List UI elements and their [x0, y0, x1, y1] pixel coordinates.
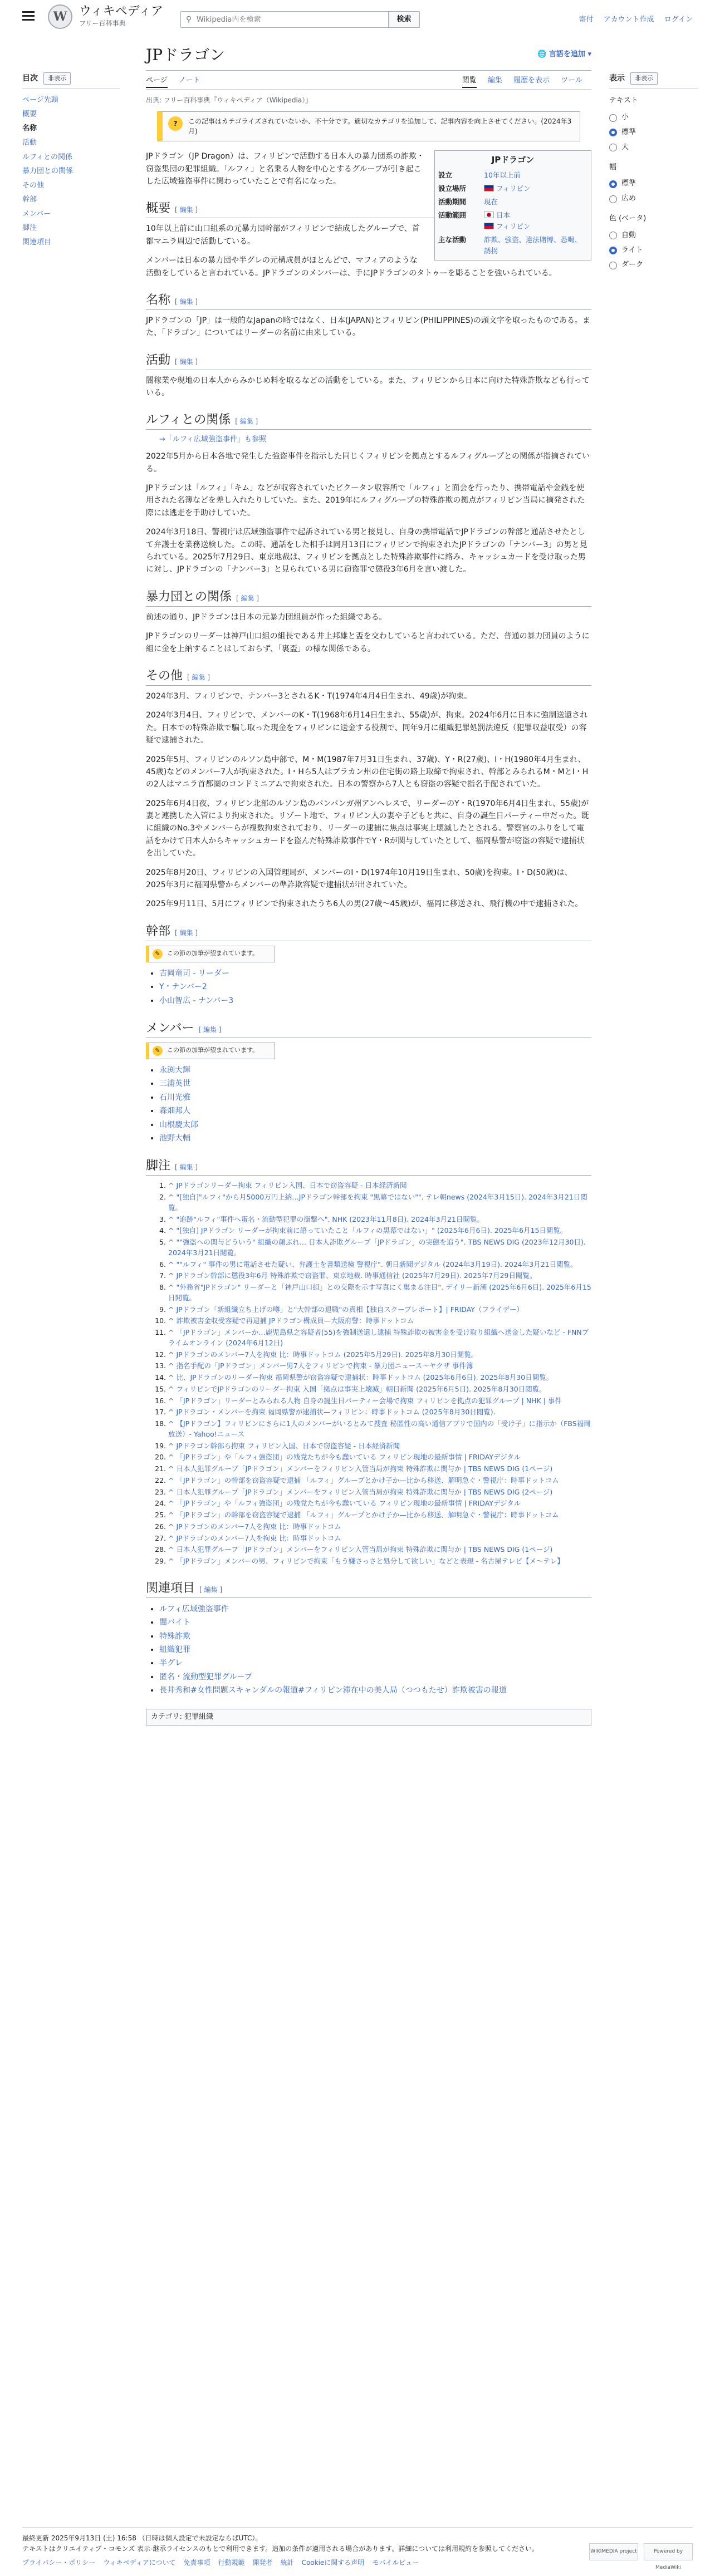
- section-heading: [146, 410, 591, 430]
- flag-icon: [484, 223, 494, 229]
- reference-link[interactable]: ^ 「JPドラゴン」の幹部を窃盗容疑で逮捕 「ルフィ」グループとかけ子か—比から移送、解明急ぐ・警視庁：時事ドットコム: [168, 1476, 559, 1484]
- paragraph: JPドラゴンのリーダーは神戸山口組の組長である井上邦雄と盃を交わしていると言われている。ただ、普通の暴力団員のように組に金を上納することはしておらず、「裏盃」の様な関係である。: [146, 632, 590, 653]
- list-item: [168, 1441, 591, 1452]
- toc-item: [22, 136, 120, 150]
- paragraph: 2025年9月11日、5月にフィリピンで拘束されたうち6人の男(27歳〜45歳)が、福岡に移送され、飛行機の中で逮捕された。: [146, 899, 583, 909]
- infobox-link[interactable]: 10年以上前: [484, 171, 521, 180]
- category-notice-text: この記事はカテゴライズされていないか、不十分です。適切なカテゴリを追加して、記事内容を向上させてください。(2024年3月): [188, 117, 572, 136]
- section-heading: [146, 291, 591, 310]
- infobox-row: [438, 195, 587, 209]
- toc-link[interactable]: メンバー: [22, 209, 51, 218]
- section-title: 関連項目: [146, 1581, 195, 1595]
- radio-button-icon[interactable]: [609, 247, 617, 254]
- edit-section-link[interactable]: [ 編集 ]: [175, 928, 198, 937]
- list-item: [168, 1180, 591, 1192]
- list-item: [159, 1670, 591, 1684]
- list-item: [159, 994, 591, 1007]
- toc-link[interactable]: その他: [22, 181, 45, 190]
- list-link[interactable]: 吉岡竜司 - リーダー: [159, 969, 229, 978]
- search-button[interactable]: 検索: [388, 12, 419, 27]
- list-item: [159, 1602, 591, 1616]
- toc-item: [22, 221, 120, 235]
- reference-link[interactable]: ^ "[独自]"ルフィ"から月5000万円上納…JPドラゴン幹部を拘束 "黒幕ではない"". テレ朝news (2024年3月15日). 2024年3月21日閲覧。: [168, 1193, 587, 1212]
- radio-option[interactable]: [609, 140, 698, 155]
- list-item: [168, 1556, 591, 1567]
- toc-header: [22, 72, 120, 89]
- list-link[interactable]: 匿名・流動型犯罪グループ: [159, 1672, 252, 1682]
- reference-link[interactable]: ^ 詐欺被害金収受容疑で再逮捕 JPドラゴン構成員—大阪府警：時事ドットコム: [168, 1316, 414, 1325]
- reference-link[interactable]: ^ JPドラゴン・メンバーを拘束 福岡県警が逮捕状—フィリピン：時事ドットコム (2025年8月30日閲覧).: [168, 1408, 496, 1417]
- section-heading: [146, 666, 591, 686]
- edit-section-link[interactable]: [ 編集 ]: [198, 1026, 222, 1034]
- infobox-link[interactable]: 現在: [484, 198, 498, 207]
- main-content: [146, 45, 591, 1725]
- expand-notice-text: この節の加筆が望まれています。: [167, 949, 259, 957]
- appearance-header: [609, 72, 698, 89]
- list-item: [168, 1463, 591, 1475]
- reference-link[interactable]: ^ 日本人犯罪グループ「JPドラゴン」メンバーをフィリピン入管当局が拘束 特殊詐欺に関与か | TBS NEWS DIG (1ページ): [168, 1464, 553, 1473]
- radio-button-icon[interactable]: [609, 262, 617, 269]
- category-links[interactable]: カテゴリ: 犯罪組織: [146, 1709, 591, 1726]
- login-link[interactable]: ログイン: [664, 16, 693, 24]
- reference-link[interactable]: ^ JPドラゴン幹部ら拘束 フィリピン入国、日本で窃盗容疑 - 日本経済新聞: [168, 1441, 400, 1450]
- infobox-row: [438, 209, 587, 233]
- radio-label: 大: [621, 142, 629, 151]
- list-item: [159, 967, 591, 980]
- reference-link[interactable]: ^ "[独自] JPドラゴン リーダーが拘束前に語っていたこと「ルフィの黒幕ではない」" (2025年6月6日). 2025年6月15日閲覧。: [168, 1226, 567, 1235]
- radio-label: 標準: [621, 127, 636, 136]
- reference-link[interactable]: ^ JPドラゴン「新組織立ち上げの噂」と"大幹部の退職"の真相【独自スクープレポート】| FRIDAY（フライデー）: [168, 1305, 524, 1314]
- paragraph: 前述の通り、JPドラゴンは日本の元暴力団組員が作った組織である。: [146, 612, 387, 622]
- list-item: [159, 1118, 591, 1132]
- edit-section-link[interactable]: [ 編集 ]: [235, 417, 258, 426]
- infobox-link[interactable]: 詐欺、強盗、違法賭博、恐喝、誘拐: [484, 235, 582, 255]
- license-text: テキストはクリエイティブ・コモンズ 表示-継承ライセンスのもとで利用できます。追加の条件が適用される場合があります。詳細については利用規約を参照してください。: [22, 2545, 539, 2553]
- list-item: [159, 1656, 591, 1670]
- reference-link[interactable]: ^ 日本人犯罪グループ「JPドラゴン」メンバーをフィリピン入管当局が拘束 特殊詐欺に関与か | TBS NEWS DIG (1ページ): [168, 1545, 553, 1554]
- radio-option[interactable]: [609, 228, 698, 243]
- mediawiki-badge[interactable]: Powered by MediaWiki: [644, 2543, 693, 2560]
- section-heading: [146, 1019, 591, 1038]
- page-tabs: [146, 71, 591, 90]
- expand-notice: [146, 946, 275, 962]
- appearance-title: 表示: [609, 74, 625, 83]
- footer-link[interactable]: 統計: [280, 2559, 294, 2567]
- toc-link[interactable]: 暴力団との関係: [22, 167, 74, 176]
- hatnote[interactable]: →「ルフィ広域強盗事件」も参照: [159, 435, 266, 444]
- reference-link[interactable]: ^ JPドラゴンのメンバー7人を拘束 比：時事ドットコム: [168, 1533, 341, 1542]
- edit-section-link[interactable]: [ 編集 ]: [187, 673, 210, 681]
- edit-section-link[interactable]: [ 編集 ]: [175, 357, 198, 366]
- infobox-title: JPドラゴン: [491, 155, 535, 165]
- radio-button-icon[interactable]: [609, 114, 617, 122]
- radio-label: ダーク: [621, 260, 644, 269]
- infobox-value: [484, 195, 587, 209]
- category-notice: [157, 111, 580, 141]
- list-item: [168, 1327, 591, 1349]
- toc-item: [22, 107, 120, 122]
- infobox-value: [484, 209, 587, 233]
- toc-link[interactable]: 名称: [22, 124, 37, 133]
- section-title: 活動: [146, 353, 171, 367]
- toc-item: [22, 179, 120, 193]
- toc-link[interactable]: ルフィとの関係: [22, 153, 72, 161]
- list-item: [168, 1487, 591, 1498]
- paragraph: 2025年8月20日、フィリピンの入国管理局が、メンバーのI・D(1974年10月19日生まれ、50歳)を拘束。I・D(50歳)は、2025年3月に福岡県警からメンバーの準詐欺容疑で逮捕状が出されていた。: [146, 868, 572, 890]
- infobox-key: 設立場所: [438, 184, 467, 193]
- list-item: [168, 1418, 591, 1441]
- radio-button-icon[interactable]: [609, 195, 617, 203]
- reference-link[interactable]: ^ 日本人犯罪グループ「JPドラゴン」メンバーをフィリピン入管当局が拘束 特殊詐欺に関与か | TBS NEWS DIG (2ページ): [168, 1487, 553, 1496]
- list-link[interactable]: 山根慶太郎: [159, 1120, 198, 1129]
- section-heading: [146, 587, 591, 607]
- infobox-key: 設立: [438, 171, 453, 180]
- list-item: [168, 1372, 591, 1384]
- reference-link[interactable]: ^ JPドラゴンリーダー拘束 フィリピン入国、日本で窃盗容疑 - 日本経済新聞: [168, 1181, 407, 1190]
- infobox-row: [438, 182, 587, 195]
- bullet-list: [159, 1602, 591, 1698]
- list-item: [168, 1533, 591, 1545]
- infobox-row: [438, 169, 587, 182]
- section-title: ルフィとの関係: [146, 413, 231, 427]
- radio-label: ライト: [621, 245, 643, 254]
- list-link[interactable]: 特殊詐欺: [159, 1631, 190, 1641]
- list-link[interactable]: ルフィ広域強盗事件: [159, 1604, 229, 1614]
- list-item: [168, 1452, 591, 1463]
- toc-link[interactable]: 活動: [22, 139, 37, 148]
- list-link[interactable]: 半グレ: [159, 1659, 183, 1668]
- list-item: [168, 1510, 591, 1521]
- list-item: [168, 1304, 591, 1316]
- footer-link[interactable]: Cookieに関する声明: [301, 2559, 365, 2567]
- toc-item: [22, 121, 120, 136]
- radio-label: 小: [621, 113, 629, 122]
- reference-link[interactable]: ^ JPドラゴン幹部に懲役3年6月 特殊詐欺で窃盗罪、東京地裁. 時事通信社 (2025年7月29日). 2025年7月29日閲覧。: [168, 1271, 537, 1280]
- site-subtitle: フリー百科事典: [79, 19, 126, 27]
- tab-edit[interactable]: 編集: [487, 76, 502, 85]
- search-icon: ⚲: [185, 15, 192, 24]
- tab-history[interactable]: 履歴を表示: [513, 76, 550, 85]
- list-item: [159, 1077, 591, 1090]
- lead-paragraph: JPドラゴン（JP Dragon）は、フィリピンで活動する日本人の暴力団系の詐欺・窃盗集団の犯罪組織。「ルフィ」と名乗る人物を中心とするグループが引き起こした広域強盗事件に関わっていたことで有名になった。: [146, 152, 424, 186]
- infobox-value: [484, 182, 587, 195]
- option-group-label: 色 (ベータ): [609, 214, 647, 223]
- list-item: [168, 1475, 591, 1487]
- list-item: [159, 1616, 591, 1629]
- flag-icon: [484, 185, 494, 191]
- list-item: [168, 1237, 591, 1259]
- toc-list: [22, 93, 120, 249]
- radio-option[interactable]: [609, 191, 698, 207]
- donate-link[interactable]: 寄付: [579, 16, 594, 24]
- list-item: [159, 980, 591, 994]
- paragraph: 闇稼業や現地の日本人からみかじめ料を取るなどの活動をしている。また、フィリピンから日本に向けた特殊詐欺なども行っている。: [146, 376, 590, 398]
- list-item: [168, 1282, 591, 1304]
- list-item: [168, 1349, 591, 1361]
- list-item: [168, 1270, 591, 1282]
- toc-link[interactable]: 関連項目: [22, 238, 52, 247]
- list-item: [168, 1225, 591, 1237]
- toc-link[interactable]: 幹部: [22, 195, 37, 204]
- edit-section-link[interactable]: [ 編集 ]: [236, 594, 259, 602]
- reference-link[interactable]: ^ 指名手配の「JPドラゴン」メンバー男7人をフィリピンで拘束 - 暴力団ニュース〜ヤクザ 事件簿: [168, 1361, 473, 1370]
- section-title: 概要: [146, 201, 171, 216]
- reference-link[interactable]: ^ 「JPドラゴン」メンバーの男、フィリピンで拘束「もう嫌さっさと処分して欲しい」などと表現 - 名古屋テレビ【メ〜テレ】: [168, 1557, 564, 1566]
- section-title: 脚注: [146, 1159, 171, 1173]
- edit-section-link[interactable]: [ 編集 ]: [175, 1163, 198, 1172]
- list-item: [168, 1395, 591, 1407]
- tab-page[interactable]: ページ: [146, 76, 168, 88]
- wordmark[interactable]: [79, 4, 163, 28]
- tab-tools[interactable]: ツール: [561, 76, 582, 85]
- reference-link[interactable]: ^ 比、JPドラゴンのリーダー拘束 福岡県警が窃盗容疑で逮捕状：時事ドットコム (2025年6月6日). 2025年8月30日閲覧。: [168, 1373, 554, 1382]
- list-link[interactable]: 組織犯罪: [159, 1645, 190, 1655]
- tab-talk[interactable]: ノート: [178, 76, 200, 85]
- radio-option[interactable]: [609, 243, 698, 258]
- list-link[interactable]: 森畑邦人: [159, 1107, 190, 1116]
- list-item: [168, 1384, 591, 1395]
- notice-icon: ?: [168, 116, 183, 131]
- footer-link[interactable]: プライバシー・ポリシー: [22, 2559, 96, 2567]
- paragraph: JPドラゴンの「JP」は一般的なJapanの略ではなく、日本(JAPAN)とフィリピン(PHILIPPINES)の頭文字を取ったものである。また、「ドラゴン」についてはリーダーの名前に由来している。: [146, 316, 590, 338]
- section-title: 幹部: [146, 924, 171, 938]
- radio-option[interactable]: [609, 258, 698, 273]
- wikipedia-logo[interactable]: W: [48, 4, 72, 29]
- reference-link[interactable]: ^ JPドラゴンのメンバー7人を拘束 比：時事ドットコム (2025年5月29日). 2025年8月30日閲覧。: [168, 1350, 478, 1359]
- reference-link[interactable]: ^ "追跡"ルフィ"事件へ蛋名・流動型犯罪の衝撃へ". NHK (2023年11月8日). 2024年3月21日閲覧。: [168, 1215, 484, 1223]
- list-item: [168, 1407, 591, 1418]
- toc-link[interactable]: ページ先頭: [22, 96, 58, 105]
- reference-link[interactable]: ^ ""強盗への関与どういう" 組織の顔ぶれ… 日本人詐欺グループ「JPドラゴン」の実態を追う". TBS NEWS DIG (2023年12月30日). 2024年3月21日閲覧。: [168, 1238, 586, 1257]
- tagline: 出典: フリー百科事典『ウィキペディア（Wikipedia）』: [146, 96, 312, 104]
- infobox-value: [484, 169, 587, 182]
- list-link[interactable]: 三浦英世: [159, 1079, 190, 1089]
- list-link[interactable]: 闇バイト: [159, 1618, 190, 1628]
- infobox-key: 主な活動: [438, 235, 467, 244]
- section-title: その他: [146, 668, 183, 683]
- page-title: JPドラゴン: [146, 46, 226, 64]
- reference-link[interactable]: ^ 「JPドラゴン」や「ルフィ強盗団」の残党たちが今も蠢いている フィリピン現地の最新事情 | FRIDAYデジタル: [168, 1453, 521, 1462]
- create-account-link[interactable]: アカウント作成: [603, 16, 654, 24]
- appearance-hide-button[interactable]: 非表示: [630, 72, 658, 85]
- reference-link[interactable]: ^ 「JPドラゴン」の幹部を窃盗容疑で逮捕 「ルフィ」グループとかけ子か—比から移送、解明急ぐ・警視庁：時事ドットコム: [168, 1511, 559, 1520]
- site-header: [0, 0, 715, 38]
- notice-icon: ✎: [153, 949, 163, 959]
- title-bar: [146, 45, 591, 71]
- user-tools: [571, 14, 693, 26]
- infobox-link[interactable]: 日本: [496, 211, 511, 220]
- list-item: [159, 1684, 591, 1697]
- paragraph: 2025年5月、フィリピンのルソン島中部で、M・M(1987年7月31日生まれ、37歳)、Y・R(27歳)、I・H(1980年4月生まれ、45歳)などのメンバー7人が拘束された。I・Hら5人はブラカン州の住宅街の路上取締で拘束され、幹部とみられるM・MとI・Hの2人はマニラ首都圏のコンドミニアムで拘束された。日本の警察から7人とも窃盗の容疑で指名手配されていた。: [146, 755, 589, 789]
- toc-item: [22, 193, 120, 207]
- list-item: [159, 1132, 591, 1145]
- paragraph: 10年以上前に山口組系の元暴力団幹部がフィリピンで結成したグループで、首都マニラ周辺で活動している。: [146, 224, 420, 246]
- toc-link[interactable]: 脚注: [22, 224, 37, 233]
- bullet-list: [159, 1064, 591, 1145]
- reference-link[interactable]: ^ ""ルフィ" 事件の男に電話させた疑い、弁護士を書類送検 警視庁". 朝日新聞デジタル (2024年3月19日). 2024年3月21日閲覧。: [168, 1260, 577, 1269]
- list-item: [168, 1521, 591, 1533]
- infobox-value: [484, 233, 587, 258]
- search-box: [180, 11, 420, 28]
- list-item: [168, 1360, 591, 1372]
- radio-label: 標準: [621, 179, 636, 188]
- tab-read[interactable]: 閲覧: [462, 76, 477, 88]
- option-group-label: 幅: [609, 163, 617, 171]
- paragraph: 2024年3月18日、警視庁は広域強盗事件で起訴されている男と接見し、自身の携帯電話でJPドラゴンの幹部と通話させたとして弁護士を業務送検した。この時、通話をした相手は同月13日にフィリピンで拘束されたJPドラゴンの「ナンバー3」の男と見られている。2025年7月29日、東京地裁は、フィリピンを拠点とした特殊詐欺事件に絡み、キャッシュカードを受け取った男に対し、JPドラゴンの「ナンバー3」と見られている男に窃盗罪で懲役3年6月を言い渡した。: [146, 528, 587, 574]
- site-title: ウィキペディア: [79, 4, 163, 18]
- section-title: 名称: [146, 293, 171, 307]
- footer-link[interactable]: 行動規範: [218, 2559, 245, 2567]
- toc-item: [22, 150, 120, 165]
- list-item: [159, 1091, 591, 1104]
- search-input[interactable]: [197, 12, 388, 27]
- paragraph: 2022年5月から日本各地で発生した強盗事件を指示した同じくフィリピンを拠点とするルフィグループとの関係が指摘されている。: [146, 452, 590, 474]
- radio-option[interactable]: [609, 176, 698, 191]
- section-heading: [146, 351, 591, 370]
- reference-link[interactable]: ^ 「JPドラゴン」リーダーとみられる人物 自身の誕生日パーティー会場で拘束 フィリピンを拠点の犯罪グループ | NHK | 事件: [168, 1396, 562, 1405]
- reference-link[interactable]: ^ 「JPドラゴン」や「ルフィ強盗団」の残党たちが今も蠢いている フィリピン現地の最新事情 | FRIDAYデジタル: [168, 1499, 521, 1508]
- wikimedia-badge[interactable]: WIKIMEDIA project: [589, 2543, 638, 2560]
- radio-option[interactable]: [609, 110, 698, 125]
- appearance-options: [609, 95, 698, 273]
- bullet-list: [159, 967, 591, 1007]
- list-item: [168, 1192, 591, 1214]
- footer-link[interactable]: 免責事項: [183, 2559, 210, 2567]
- toc-item: [22, 93, 120, 107]
- toc-item: [22, 207, 120, 222]
- option-group-label: テキスト: [609, 96, 638, 105]
- paragraph: メンバーは日本の暴力団や半グレの元構成員がほとんどで、マフィアのような活動をしていると言われている。JPドラゴンのメンバーは、手にJPドラゴンのタトゥーを彫ることを強いられている。: [146, 256, 557, 278]
- list-item: [159, 1104, 591, 1118]
- paragraph: 2024年3月4日、フィリピンで、メンバーのK・T(1968年6月14日生まれ、55歳)が、拘束。2024年6月に日本に強制送還された。日本での特殊詐欺で騙し取った現金をフィリピンに送金する役割で、同年9月に組織犯罪処罰法違反（犯罪収益収受）の容疑で逮捕された。: [146, 711, 588, 745]
- notice-icon: ✎: [153, 1046, 163, 1056]
- radio-label: 自動: [621, 230, 636, 239]
- section-heading: [146, 922, 591, 941]
- add-language-label: 言語を追加: [549, 50, 585, 58]
- list-item: [159, 1064, 591, 1077]
- infobox-link[interactable]: フィリピン: [496, 222, 531, 231]
- toc-item: [22, 235, 120, 250]
- edit-section-link[interactable]: [ 編集 ]: [175, 206, 198, 214]
- list-item: [159, 1643, 591, 1656]
- list-link[interactable]: 小山智広 - ナンバー3: [159, 996, 234, 1005]
- appearance-panel: [609, 72, 698, 273]
- toc-hide-button[interactable]: 非表示: [43, 72, 71, 85]
- section-title: メンバー: [146, 1021, 194, 1035]
- footer-link[interactable]: ウィキペディアについて: [103, 2559, 176, 2567]
- reference-link[interactable]: ^ "外務省"JPドラゴン" リーダーと「神戸山口組」との交際を示す写真にく集まる注目". デイリー新潮 (2025年6月6日). 2025年6月15日閲覧。: [168, 1283, 591, 1302]
- toc-sidebar: [22, 72, 120, 249]
- list-link[interactable]: Y・ナンバー2: [159, 982, 207, 992]
- infobox-key: 活動範囲: [438, 211, 467, 220]
- flag-icon: [484, 212, 494, 218]
- footer-link[interactable]: 開発者: [252, 2559, 273, 2567]
- edit-section-link[interactable]: [ 編集 ]: [175, 297, 198, 306]
- paragraph: 2025年6月4日夜、フィリピン北部のルソン島のパンパンガ州アンヘレスで、リーダーのY・R(1970年6月4日生まれ、55歳)が妻と連携した入管により拘束された。リゾート地で、フィリピン人の妻や子どもと共に、自身の誕生日パーティー中だった。既に組織のNo.3やメンバーらが複数拘束されており、リーダーの逮捕に焦点は事実上壊滅したとされる。警察官のふりをして電話をかけて日本人からキャッシュカードを盗んだ特殊詐欺事件でY・Rが関与していたとして、福岡県警が窃盗の容疑で逮捕状を出していた。: [146, 799, 589, 858]
- infobox-link[interactable]: フィリピン: [496, 184, 531, 193]
- infobox-row: [438, 233, 587, 258]
- add-language-button[interactable]: 🌐 言語を追加 ▾: [537, 50, 591, 58]
- list-item: [168, 1498, 591, 1510]
- radio-label: 広め: [621, 194, 636, 203]
- section-heading: [146, 1579, 591, 1598]
- last-edit: 最終更新 2025年9月13日 (土) 16:58 （日時は個人設定で未設定ならばUTC）。: [22, 2534, 262, 2542]
- radio-button-icon[interactable]: [609, 180, 617, 188]
- reference-link[interactable]: ^ JPドラゴンのメンバー7人を拘束 比：時事ドットコム: [168, 1522, 341, 1531]
- infobox: [434, 150, 591, 260]
- toc-link[interactable]: 概要: [22, 110, 37, 119]
- list-item: [168, 1315, 591, 1327]
- radio-button-icon[interactable]: [609, 144, 617, 151]
- section-heading: [146, 1156, 591, 1176]
- expand-notice-text: この節の加筆が望まれています。: [167, 1046, 259, 1054]
- list-link[interactable]: 永渕大輝: [159, 1066, 190, 1075]
- expand-notice: [146, 1043, 275, 1059]
- article-sections: [146, 199, 591, 1697]
- toc-title: 目次: [22, 74, 38, 83]
- radio-button-icon[interactable]: [609, 232, 617, 239]
- paragraph: 2024年3月、フィリピンで、ナンバー3とされるK・T(1974年4月4日生まれ、49歳)が拘束。: [146, 691, 472, 701]
- radio-button-icon[interactable]: [609, 129, 617, 136]
- references-list: [168, 1180, 591, 1567]
- list-item: [159, 1630, 591, 1643]
- footer-link[interactable]: モバイルビュー: [372, 2559, 419, 2567]
- section-title: 暴力団との関係: [146, 589, 232, 604]
- list-item: [168, 1259, 591, 1271]
- list-link[interactable]: 長井秀和#女性問題スキャンダルの報道#フィリピン滞在中の美人局（つつもたせ）詐欺被害の報道: [159, 1686, 507, 1695]
- edit-section-link[interactable]: [ 編集 ]: [199, 1585, 223, 1594]
- toc-item: [22, 164, 120, 179]
- infobox-table: [438, 169, 587, 258]
- footer: [22, 2527, 693, 2569]
- list-item: [168, 1214, 591, 1226]
- reference-link[interactable]: ^ フィリピンでJPドラゴンのリーダー拘束 入国「拠点は事実上壊滅」朝日新聞 (2025年6月5日). 2025年8月30日閲覧。: [168, 1384, 546, 1393]
- infobox-key: 活動期間: [438, 198, 467, 207]
- radio-option[interactable]: [609, 125, 698, 140]
- reference-link[interactable]: ^ 「JPドラゴン」メンバーか…鹿児島県之容疑者(55)を強制送還し逮捕 特殊詐欺の被害金を受け取り組織へ送金した疑いなど - FNNプライムオンライン (2024年6月12日): [168, 1328, 589, 1347]
- list-link[interactable]: 石川光雅: [159, 1093, 190, 1102]
- list-item: [168, 1544, 591, 1556]
- list-link[interactable]: 池野大輔: [159, 1133, 190, 1143]
- main-menu-icon[interactable]: [22, 11, 35, 21]
- paragraph: JPドラゴンは「ルフィ」「キム」などが収容されていたビクータン収容所で「ルフィ」と面会を行ったり、携帯電話や金銭を使用された名簿などを差し入れたりしていた。また、2019年にルフィグループの特殊詐欺の拠点がフィリピン当局に摘発された際には逃走を手助けしていた。: [146, 484, 585, 518]
- reference-link[interactable]: ^ 【JPドラゴン】フィリピンにさらに1人のメンバーがいるとみて捜査 秘匿性の高い通信アプリで国内の「受け子」に指示か（FBS福岡放送）- Yahoo!ニュース: [168, 1419, 591, 1438]
